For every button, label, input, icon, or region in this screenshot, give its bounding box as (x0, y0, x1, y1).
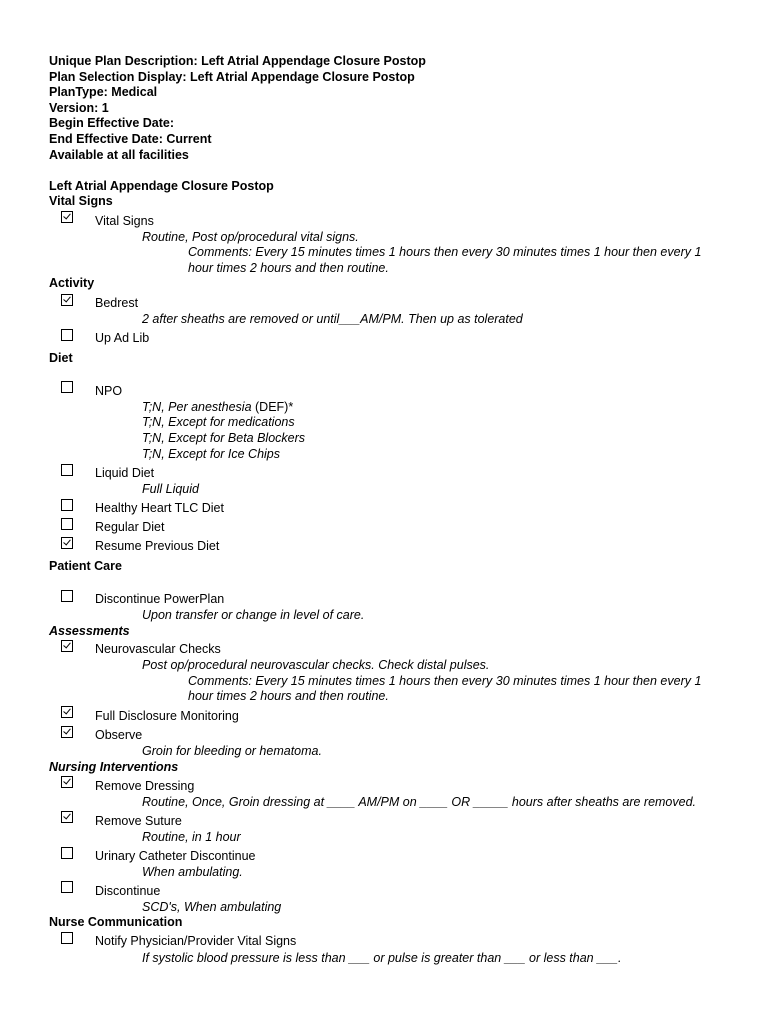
urinary-catheter-detail: When ambulating. (142, 865, 243, 879)
neurovascular-comment-1: Comments: Every 15 minutes times 1 hours then every 30 minutes times 1 hour then every 1 (188, 674, 702, 688)
healthy-heart-label: Healthy Heart TLC Diet (95, 501, 224, 515)
remove-dressing-label: Remove Dressing (95, 779, 195, 793)
notify-physician-detail: If systolic blood pressure is less than ___ or pulse is greater than ___ or less than ___. (142, 951, 622, 965)
observe-detail: Groin for bleeding or hematoma. (142, 744, 322, 758)
discontinue-powerplan-label: Discontinue PowerPlan (95, 592, 225, 606)
plan-type: PlanType: Medical (49, 85, 158, 99)
liquid-diet-label: Liquid Diet (95, 466, 155, 480)
neurovascular-checkbox[interactable] (61, 640, 73, 652)
plan-selection-display: Plan Selection Display: Left Atrial Appendage Closure Postop (49, 70, 415, 84)
bedrest-checkbox[interactable] (61, 294, 73, 306)
remove-suture-detail: Routine, in 1 hour (142, 830, 241, 844)
liquid-diet-checkbox[interactable] (61, 464, 73, 476)
npo-detail-1: T;N, Per anesthesia (DEF)* (142, 400, 294, 414)
resume-diet-checkbox[interactable] (61, 537, 73, 549)
liquid-diet-detail: Full Liquid (142, 482, 199, 496)
remove-suture-checkbox[interactable] (61, 811, 73, 823)
neurovascular-detail: Post op/procedural neurovascular checks. Check distal pulses. (142, 658, 490, 672)
resume-diet-label: Resume Previous Diet (95, 539, 220, 553)
end-effective-date: End Effective Date: Current (49, 132, 212, 146)
unique-plan-description: Unique Plan Description: Left Atrial Appendage Closure Postop (49, 54, 426, 68)
section-assessments: Assessments (49, 624, 130, 638)
notify-physician-checkbox[interactable] (61, 932, 73, 944)
vital-signs-checkbox[interactable] (61, 211, 73, 223)
bedrest-detail: 2 after sheaths are removed or until___AM/PM. Then up as tolerated (142, 312, 523, 326)
availability: Available at all facilities (49, 148, 189, 162)
observe-label: Observe (95, 728, 143, 742)
begin-effective-date: Begin Effective Date: (49, 116, 175, 130)
discontinue-label: Discontinue (95, 884, 161, 898)
neurovascular-label: Neurovascular Checks (95, 642, 221, 656)
section-nursing-interventions: Nursing Interventions (49, 760, 179, 774)
section-vital-signs: Vital Signs (49, 194, 113, 208)
discontinue-checkbox[interactable] (61, 881, 73, 893)
full-disclosure-label: Full Disclosure Monitoring (95, 709, 239, 723)
discontinue-powerplan-checkbox[interactable] (61, 590, 73, 602)
bedrest-label: Bedrest (95, 296, 139, 310)
observe-checkbox[interactable] (61, 726, 73, 738)
npo-label: NPO (95, 384, 123, 398)
up-ad-lib-label: Up Ad Lib (95, 331, 150, 345)
vital-signs-comment-2: hour times 2 hours and then routine. (188, 261, 389, 275)
remove-suture-label: Remove Suture (95, 814, 182, 828)
discontinue-detail: SCD's, When ambulating (142, 900, 282, 914)
up-ad-lib-checkbox[interactable] (61, 329, 73, 341)
vital-signs-comment-1: Comments: Every 15 minutes times 1 hours then every 30 minutes times 1 hour then every 1 (188, 245, 702, 259)
remove-dressing-detail: Routine, Once, Groin dressing at ____ AM/PM on ____ OR _____ hours after sheaths are removed. (142, 795, 697, 809)
regular-diet-label: Regular Diet (95, 520, 165, 534)
npo-detail-2: T;N, Except for medications (142, 415, 295, 429)
section-diet: Diet (49, 351, 73, 365)
vital-signs-label: Vital Signs (95, 214, 154, 228)
version: Version: 1 (49, 101, 109, 115)
urinary-catheter-checkbox[interactable] (61, 847, 73, 859)
npo-checkbox[interactable] (61, 381, 73, 393)
healthy-heart-checkbox[interactable] (61, 499, 73, 511)
notify-physician-label: Notify Physician/Provider Vital Signs (95, 934, 297, 948)
remove-dressing-checkbox[interactable] (61, 776, 73, 788)
section-nurse-communication: Nurse Communication (49, 915, 183, 929)
neurovascular-comment-2: hour times 2 hours and then routine. (188, 689, 389, 703)
section-activity: Activity (49, 276, 95, 290)
plan-title: Left Atrial Appendage Closure Postop (49, 179, 274, 193)
discontinue-powerplan-detail: Upon transfer or change in level of care. (142, 608, 365, 622)
vital-signs-detail: Routine, Post op/procedural vital signs. (142, 230, 359, 244)
npo-detail-3: T;N, Except for Beta Blockers (142, 431, 306, 445)
npo-detail-4: T;N, Except for Ice Chips (142, 447, 281, 461)
full-disclosure-checkbox[interactable] (61, 706, 73, 718)
regular-diet-checkbox[interactable] (61, 518, 73, 530)
section-patient-care: Patient Care (49, 559, 122, 573)
urinary-catheter-label: Urinary Catheter Discontinue (95, 849, 256, 863)
